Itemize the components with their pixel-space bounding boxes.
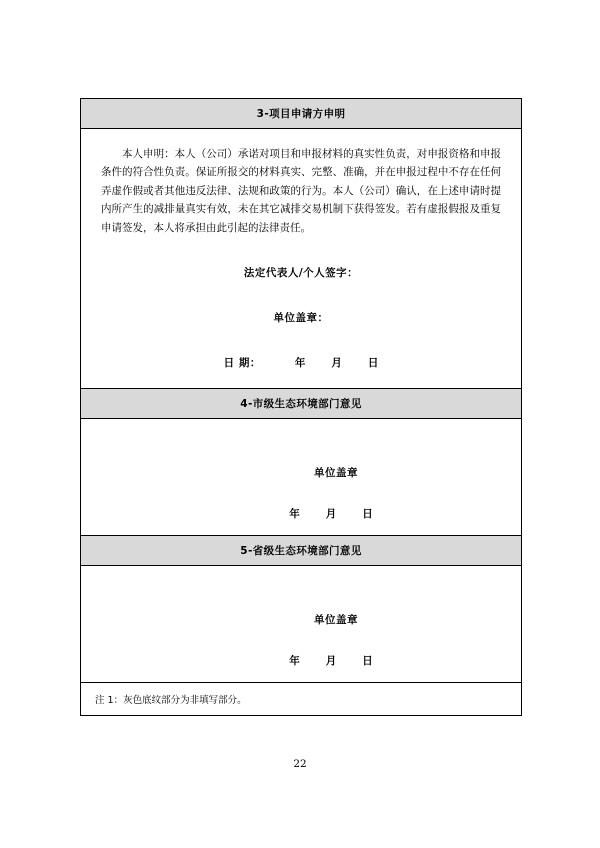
city-opinion-box <box>81 419 521 535</box>
form-note: 注 1：灰色底纹部分为非填写部分。 <box>95 694 247 706</box>
section-title-province-opinion: 5-省级生态环境部门意见 <box>81 535 522 565</box>
city-date-month: 月 <box>325 507 337 520</box>
section-body-row-applicant-declaration <box>81 129 522 389</box>
province-date-row <box>81 653 521 668</box>
section-title-city-opinion: 4-市级生态环境部门意见 <box>81 388 522 418</box>
section-header-row-city-opinion <box>81 388 522 418</box>
note-row <box>81 682 522 715</box>
applicant-declaration-cell <box>81 129 522 389</box>
province-date-month: 月 <box>325 654 337 667</box>
applicant-date-day: 日 <box>367 356 379 369</box>
section-title-applicant-declaration: 3-项目申请方申明 <box>81 99 522 129</box>
province-opinion-box <box>81 566 521 682</box>
province-seal-label: 单位盖章 <box>314 613 358 626</box>
application-form-table <box>80 98 522 716</box>
declaration-text: 本人申明：本人（公司）承诺对项目和申报材料的真实性负责，对申报资格和申报条件的符合性负责。保证所报交的材料真实、完整、准确，并在申报过程中不存在任何弄虚作假或者其他违反法律、法规和政策的行为。本人（公司）确认，在上述申请时提内所产生的减排量真实有效，未在其它减排交易机制下获得签发。若有虚报假报及重复申请签发，本人将承担由此引起的法律责任。 <box>101 148 501 234</box>
applicant-date-row <box>81 355 521 370</box>
province-date-year: 年 <box>289 654 300 667</box>
applicant-seal-label: 单位盖章： <box>273 311 329 324</box>
applicant-date-year: 年 <box>294 356 306 369</box>
city-date-row <box>81 506 521 521</box>
city-date-day: 日 <box>362 507 373 520</box>
city-opinion-cell <box>81 418 522 535</box>
section-body-row-province-opinion <box>81 565 522 682</box>
page-number: 22 <box>293 758 307 770</box>
applicant-date-month: 月 <box>331 356 342 369</box>
section-header-row-province-opinion <box>81 535 522 565</box>
city-date-year: 年 <box>289 507 300 520</box>
applicant-date-label: 日 期： <box>223 356 261 369</box>
section-body-row-city-opinion <box>81 418 522 535</box>
legal-representative-signature-label: 法定代表人/个人签字： <box>243 266 359 279</box>
province-date-day: 日 <box>362 654 373 667</box>
city-seal-label: 单位盖章 <box>314 466 358 479</box>
province-opinion-cell <box>81 565 522 682</box>
section-header-row-applicant-declaration <box>81 99 522 129</box>
